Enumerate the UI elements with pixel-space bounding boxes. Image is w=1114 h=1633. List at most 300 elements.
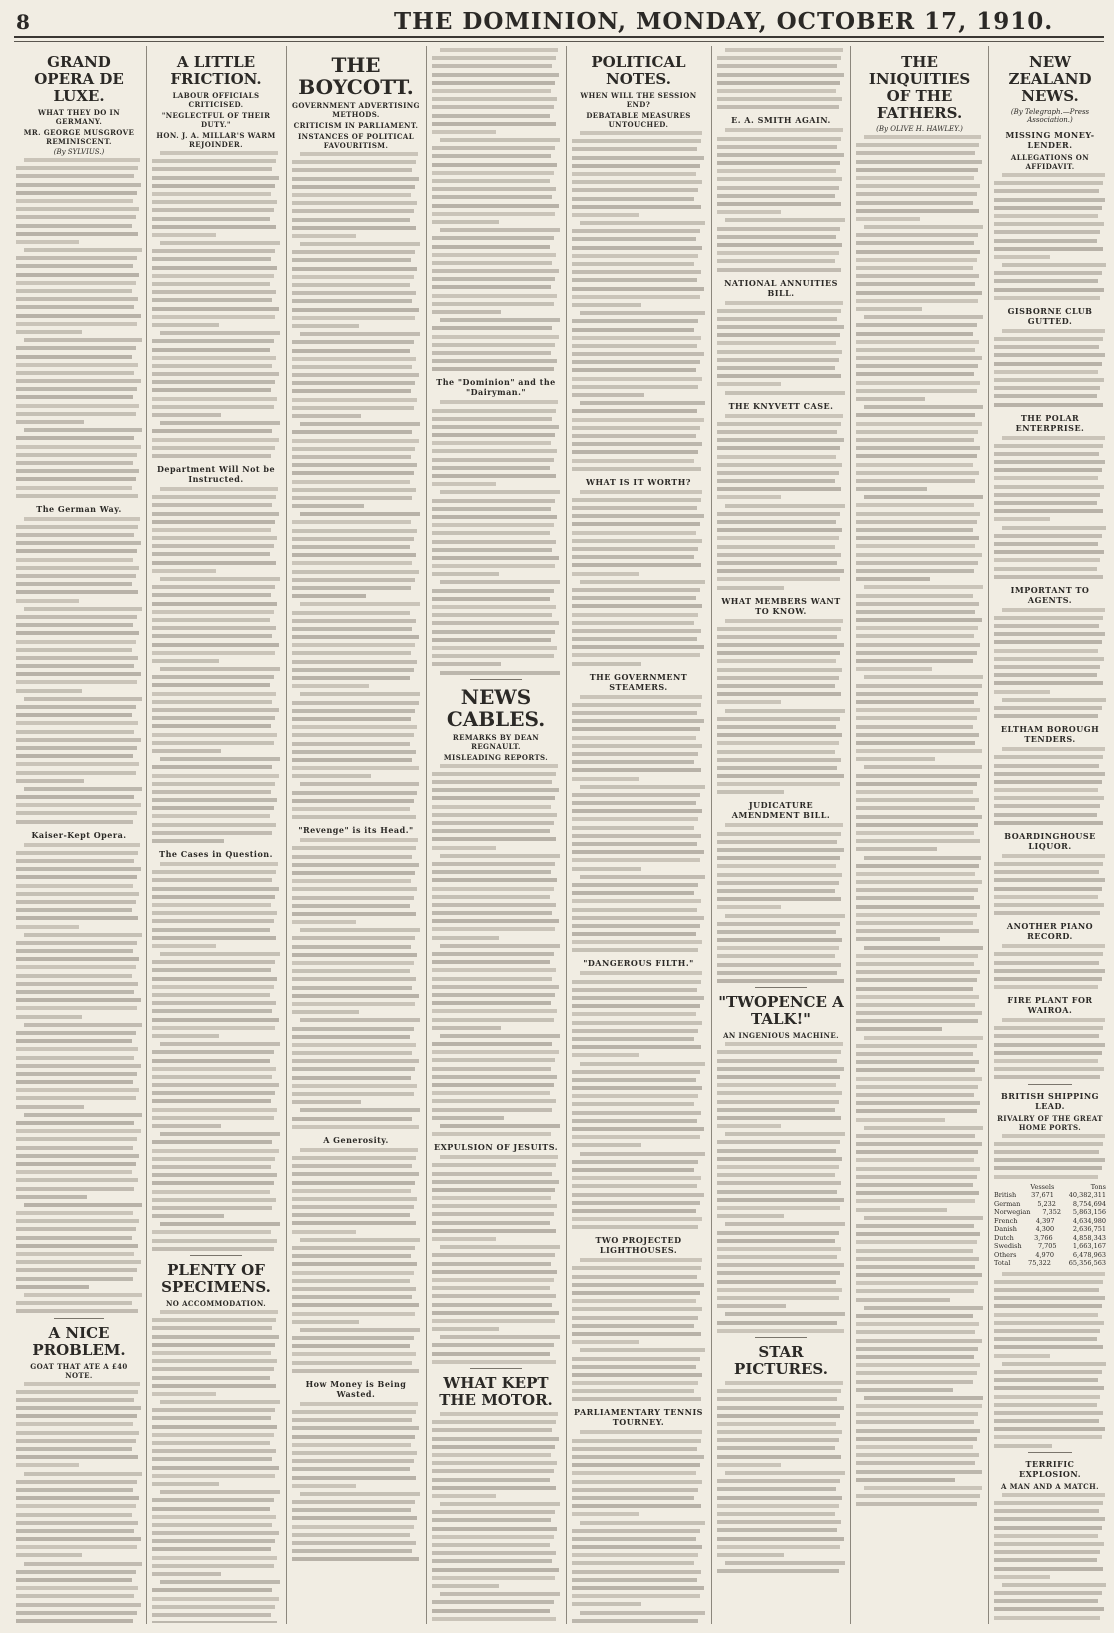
text-line <box>292 234 356 238</box>
text-line <box>16 730 134 734</box>
text-line <box>152 887 279 891</box>
text-line <box>717 1296 839 1300</box>
text-line <box>16 713 132 717</box>
text-line <box>864 135 981 139</box>
text-line <box>994 690 1050 694</box>
text-line <box>717 194 835 198</box>
text-line <box>292 463 417 467</box>
text-line <box>292 1197 417 1201</box>
text-line <box>152 1539 275 1543</box>
text-line <box>432 1180 559 1184</box>
text-line <box>292 455 411 459</box>
text-line <box>152 870 276 874</box>
text-line <box>16 346 136 350</box>
text-line <box>432 977 552 981</box>
text-line <box>152 1564 274 1568</box>
text-line <box>16 1309 138 1313</box>
text-line <box>292 209 414 213</box>
text-line <box>572 1283 704 1287</box>
text-line <box>717 856 840 860</box>
text-line <box>432 1469 554 1473</box>
text-line <box>432 1091 550 1095</box>
text-line <box>994 616 1103 620</box>
text-line <box>432 589 554 593</box>
text-line <box>717 684 835 688</box>
article-body <box>994 1134 1106 1179</box>
text-line <box>856 659 973 663</box>
text-line <box>292 1230 356 1234</box>
text-line <box>994 1175 1098 1179</box>
text-line <box>160 667 280 671</box>
text-line <box>856 602 979 606</box>
text-line <box>994 1059 1098 1063</box>
text-line <box>152 1457 272 1461</box>
text-line <box>856 1273 982 1277</box>
text-line <box>152 977 277 981</box>
text-line <box>1002 526 1106 530</box>
text-line <box>717 169 836 173</box>
table-row <box>994 1225 1106 1234</box>
text-line <box>717 897 841 901</box>
section-heading: THE KNYVETT CASE. <box>728 400 834 411</box>
text-line <box>572 1275 697 1279</box>
text-line <box>717 177 842 181</box>
text-line <box>856 160 982 164</box>
text-line <box>856 446 980 450</box>
text-line <box>717 561 837 565</box>
text-line <box>432 236 554 240</box>
text-line <box>717 309 841 313</box>
text-line <box>856 512 980 516</box>
text-line <box>432 1327 499 1331</box>
table-cell: 4,634,980 <box>1072 1216 1106 1225</box>
text-line <box>24 1203 142 1207</box>
text-line <box>856 1118 945 1122</box>
text-line <box>856 921 973 925</box>
text-line <box>856 872 975 876</box>
text-line <box>994 1427 1105 1431</box>
text-line <box>152 1343 275 1347</box>
text-line <box>572 1447 697 1451</box>
text-line <box>152 339 274 343</box>
text-line <box>572 760 694 764</box>
text-line <box>440 1335 560 1339</box>
text-line <box>292 488 416 492</box>
article-body <box>432 48 560 371</box>
article-body <box>16 843 142 1314</box>
text-line <box>432 523 554 527</box>
text-line <box>16 183 141 187</box>
text-line <box>16 746 137 750</box>
text-line <box>717 627 841 631</box>
text-line <box>292 1100 361 1104</box>
text-line <box>292 1164 412 1168</box>
table-row <box>994 1234 1106 1243</box>
text-line <box>856 970 980 974</box>
text-line <box>152 1318 276 1322</box>
text-line <box>432 1262 551 1266</box>
text-line <box>160 577 280 581</box>
text-line <box>1002 608 1105 612</box>
text-line <box>292 733 414 737</box>
text-line <box>292 1549 412 1553</box>
text-line <box>152 1572 221 1576</box>
text-line <box>994 821 1103 825</box>
text-line <box>572 883 698 887</box>
text-line <box>16 1219 139 1223</box>
text-line <box>580 1611 705 1615</box>
text-line <box>717 905 781 909</box>
text-line <box>725 301 843 305</box>
text-line <box>572 1037 694 1041</box>
section-heading: MISSING MONEY-LENDER. <box>1005 130 1095 150</box>
text-line <box>292 815 416 819</box>
text-line <box>16 1611 137 1615</box>
text-line <box>292 766 419 770</box>
text-line <box>994 378 1104 382</box>
subheading: REMARKS BY DEAN REGNAULT. <box>452 732 540 751</box>
text-line <box>572 1529 700 1533</box>
text-line <box>16 1137 137 1141</box>
article-body <box>994 747 1106 825</box>
text-line <box>152 315 275 319</box>
text-line <box>16 1129 141 1133</box>
text-line <box>292 1002 415 1006</box>
text-line <box>152 380 275 384</box>
headline: STAR PICTURES. <box>734 1342 828 1378</box>
text-line <box>1002 1018 1105 1022</box>
text-line <box>580 971 702 975</box>
text-line <box>292 324 359 328</box>
text-line <box>994 681 1103 685</box>
text-line <box>856 1232 980 1236</box>
section-heading: TWO PROJECTED LIGHTHOUSES. <box>595 1235 682 1256</box>
text-line <box>292 1246 415 1250</box>
text-line <box>856 1158 974 1162</box>
text-line <box>292 701 419 705</box>
text-line <box>292 717 411 721</box>
text-line <box>152 1026 275 1030</box>
subheading: CRITICISM IN PARLIAMENT. <box>293 121 419 130</box>
text-line <box>580 580 705 584</box>
text-line <box>856 888 978 892</box>
text-line <box>572 727 700 731</box>
text-line <box>292 480 410 484</box>
text-line <box>994 1150 1099 1154</box>
text-line <box>432 952 554 956</box>
text-line <box>717 1288 842 1292</box>
text-line <box>432 870 551 874</box>
text-line <box>856 454 977 458</box>
text-line <box>16 656 138 660</box>
text-line <box>717 350 842 354</box>
text-line <box>432 597 550 601</box>
text-line <box>572 826 694 830</box>
text-line <box>572 1439 701 1443</box>
text-line <box>152 1433 274 1437</box>
text-line <box>572 719 704 723</box>
text-line <box>572 662 641 666</box>
article-body <box>717 128 845 271</box>
text-line <box>994 673 1097 677</box>
text-line <box>1002 263 1106 267</box>
text-line <box>300 1402 418 1406</box>
text-line <box>152 708 279 712</box>
text-line <box>432 1543 550 1547</box>
headline: WHAT KEPT THE MOTOR. <box>439 1374 553 1409</box>
text-line <box>864 495 983 499</box>
text-line <box>292 570 419 574</box>
article-body <box>152 151 280 458</box>
text-line <box>572 916 704 920</box>
text-line <box>856 577 930 581</box>
text-line <box>717 1553 784 1557</box>
text-line <box>292 1221 416 1225</box>
text-line <box>432 548 552 552</box>
text-line <box>717 81 840 85</box>
text-line <box>440 228 560 232</box>
text-line <box>432 1001 551 1005</box>
text-line <box>856 1199 975 1203</box>
text-line <box>432 903 556 907</box>
text-line <box>864 1216 983 1220</box>
text-line <box>856 1077 982 1081</box>
text-line <box>16 779 84 783</box>
text-line <box>856 1298 950 1302</box>
text-line <box>292 504 364 508</box>
text-line <box>725 709 845 713</box>
text-line <box>432 1099 556 1103</box>
text-line <box>572 1135 700 1139</box>
text-line <box>432 245 550 249</box>
text-line <box>432 499 555 503</box>
text-line <box>994 1526 1102 1530</box>
text-line <box>432 335 559 339</box>
text-line <box>152 225 276 229</box>
text-line <box>580 221 705 225</box>
text-line <box>16 672 141 676</box>
text-line <box>856 397 925 401</box>
text-line <box>717 545 835 549</box>
text-line <box>572 385 698 389</box>
text-line <box>717 430 837 434</box>
text-line <box>717 471 839 475</box>
text-line <box>292 1189 411 1193</box>
text-line <box>152 634 272 638</box>
text-line <box>152 1067 276 1071</box>
text-line <box>717 1083 836 1087</box>
text-line <box>432 927 555 931</box>
text-line <box>717 374 841 378</box>
text-line <box>856 667 932 671</box>
divider <box>470 1368 521 1369</box>
text-line <box>292 1043 416 1047</box>
text-line <box>994 279 1098 283</box>
text-line <box>16 281 136 285</box>
text-line <box>292 299 412 303</box>
text-line <box>572 1176 701 1180</box>
text-line <box>292 471 414 475</box>
table-cell: 5,232 <box>1037 1199 1056 1208</box>
text-line <box>292 1476 416 1480</box>
text-line <box>994 575 1103 579</box>
text-line <box>717 1545 840 1549</box>
text-line <box>16 1488 133 1492</box>
text-line <box>292 1410 416 1414</box>
text-line <box>16 469 139 473</box>
text-line <box>856 266 973 270</box>
text-line <box>16 648 132 652</box>
text-line <box>432 911 552 915</box>
text-line <box>152 446 275 450</box>
text-line <box>292 365 412 369</box>
section-heading: ELTHAM BOROUGH TENDERS. <box>1000 724 1100 745</box>
text-line <box>152 1326 272 1330</box>
page-number: 8 <box>16 10 30 34</box>
text-line <box>160 151 278 155</box>
text-line <box>572 932 696 936</box>
text-line <box>717 1504 839 1508</box>
text-line <box>292 1067 415 1071</box>
text-line <box>717 495 781 499</box>
text-line <box>432 919 559 923</box>
text-line <box>292 1336 414 1340</box>
text-line <box>717 1059 837 1063</box>
text-line <box>292 381 415 385</box>
text-line <box>432 269 559 273</box>
text-line <box>432 1026 501 1030</box>
table-cell: Others <box>994 1250 1017 1259</box>
text-line <box>292 1205 414 1209</box>
text-line <box>717 643 844 647</box>
text-line <box>1002 1493 1105 1497</box>
text-line <box>16 949 133 953</box>
text-line <box>856 896 974 900</box>
text-line <box>994 1542 1104 1546</box>
text-line <box>16 1521 138 1525</box>
text-line <box>24 1382 140 1386</box>
text-line <box>300 332 420 336</box>
text-line <box>292 258 411 262</box>
text-line <box>717 487 841 491</box>
table-cell: 7,705 <box>1037 1242 1057 1251</box>
text-line <box>292 994 419 998</box>
text-line <box>432 466 550 470</box>
headline: A NICE PROBLEM. <box>32 1323 126 1359</box>
text-line <box>292 1010 359 1014</box>
subheading: NO ACCOMMODATION. <box>165 1299 267 1308</box>
text-line <box>725 414 843 418</box>
table-row <box>994 1251 1106 1260</box>
text-line <box>856 520 977 524</box>
text-line <box>717 774 844 778</box>
text-line <box>292 340 414 344</box>
text-line <box>717 1239 835 1243</box>
text-line <box>856 553 982 557</box>
text-line <box>1002 329 1105 333</box>
text-line <box>432 531 550 535</box>
text-line <box>994 452 1099 456</box>
text-line <box>994 649 1098 653</box>
text-line <box>24 338 142 342</box>
text-line <box>725 1132 845 1136</box>
text-line <box>572 147 697 151</box>
text-line <box>440 1124 560 1128</box>
text-line <box>152 184 275 188</box>
text-line <box>432 780 552 784</box>
text-line <box>572 940 702 944</box>
text-line <box>994 1354 1050 1358</box>
text-line <box>856 381 980 385</box>
article-body <box>717 823 845 983</box>
text-line <box>16 494 138 498</box>
text-line <box>572 295 700 299</box>
text-line <box>994 1026 1103 1030</box>
text-line <box>152 1482 219 1486</box>
text-line <box>152 944 216 948</box>
text-line <box>160 331 280 335</box>
text-line <box>152 790 271 794</box>
text-line <box>717 73 844 77</box>
text-line <box>152 454 271 458</box>
text-line <box>16 224 132 228</box>
text-line <box>152 1351 271 1355</box>
text-line <box>572 270 701 274</box>
text-line <box>152 936 276 940</box>
text-line <box>432 878 557 882</box>
text-line <box>725 914 845 918</box>
text-line <box>856 1322 979 1326</box>
text-line <box>856 274 979 278</box>
text-line <box>300 602 420 606</box>
text-line <box>572 653 700 657</box>
text-line <box>717 463 842 467</box>
text-line <box>152 878 272 882</box>
text-line <box>432 130 496 134</box>
text-line <box>152 1466 279 1470</box>
text-line <box>152 413 221 417</box>
text-line <box>152 1515 276 1519</box>
text-line <box>994 911 1100 915</box>
text-line <box>292 545 410 549</box>
divider <box>190 1255 241 1256</box>
text-line <box>432 1609 550 1613</box>
text-line <box>16 1553 82 1557</box>
text-line <box>864 1126 983 1130</box>
text-line <box>292 879 411 883</box>
text-line <box>16 1146 133 1150</box>
text-line <box>856 364 978 368</box>
text-line <box>572 1480 702 1484</box>
text-line <box>152 1009 272 1013</box>
text-line <box>16 1529 134 1533</box>
text-line <box>292 668 414 672</box>
text-line <box>717 1173 835 1177</box>
text-line <box>292 1426 419 1430</box>
text-line <box>292 1525 414 1529</box>
text-line <box>856 1150 978 1154</box>
text-line <box>152 626 276 630</box>
text-line <box>432 1510 555 1514</box>
text-line <box>152 1441 270 1445</box>
text-line <box>432 1196 551 1200</box>
section-heading: Kaiser-Kept Opera. <box>31 829 127 840</box>
text-line <box>864 315 983 319</box>
text-line <box>572 164 700 168</box>
text-line <box>292 684 369 688</box>
text-line <box>717 725 836 729</box>
text-line <box>717 1389 841 1393</box>
